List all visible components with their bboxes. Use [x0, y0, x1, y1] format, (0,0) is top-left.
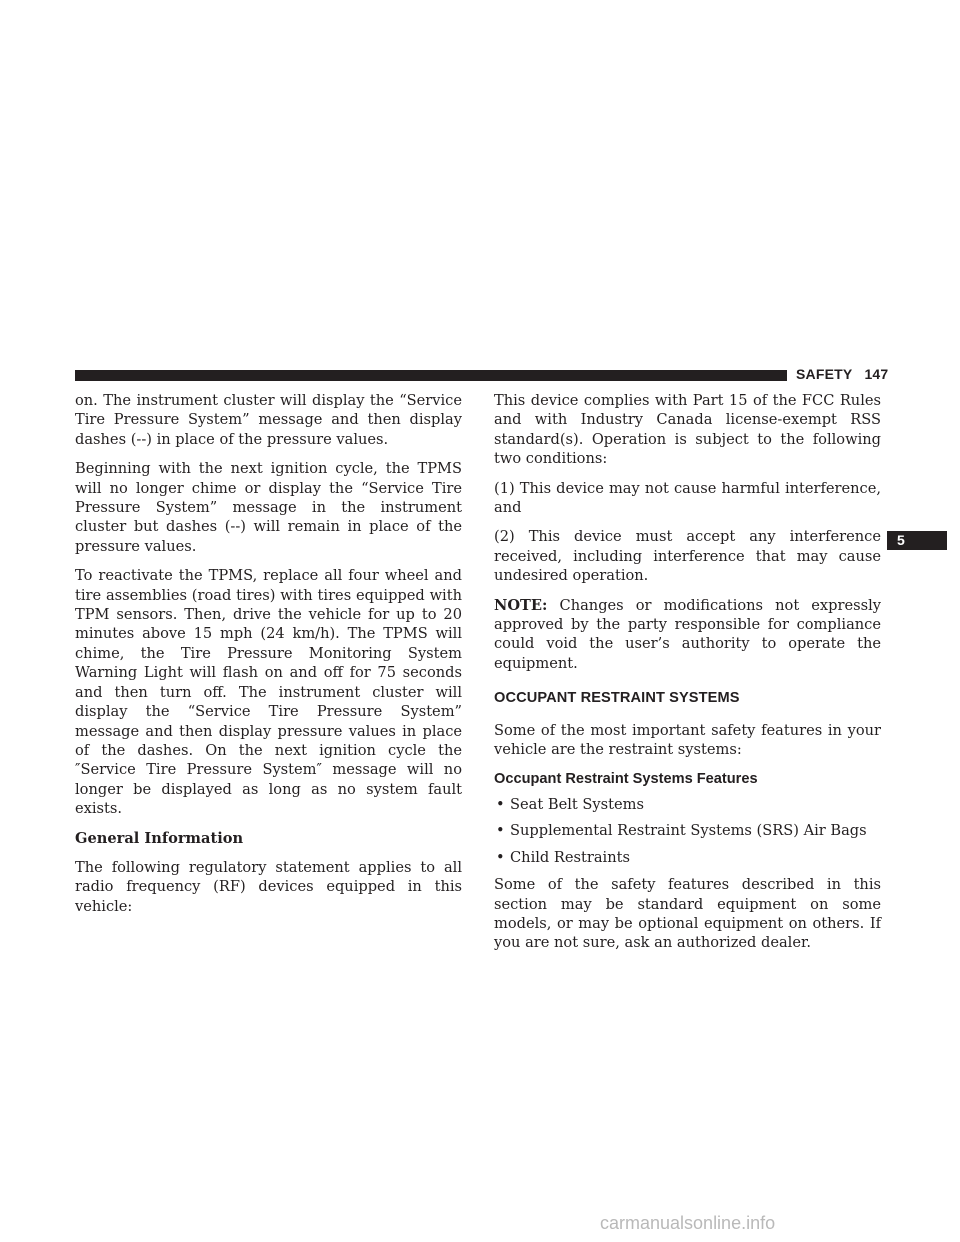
header-rule: [75, 370, 787, 381]
right-column: [494, 391, 881, 963]
bullet-icon: •: [496, 848, 505, 866]
paragraph: (2) This device must accept any interference received, including interference that may cause undesired operation.: [494, 528, 881, 585]
paragraph: Beginning with the next ignition cycle, the TPMS will no longer chime or display the “Service Tire Pressure System” message in the instrument cluster but dashes (--) will remain in place of the pressure values.: [75, 460, 462, 555]
list-item: [494, 795, 881, 814]
running-head: [796, 366, 888, 382]
left-column: [75, 391, 462, 926]
note-paragraph: [494, 596, 881, 674]
paragraph: Some of the most important safety features in your vehicle are the restraint systems:: [494, 721, 881, 759]
watermark: carmanualsonline.info: [600, 1213, 776, 1233]
paragraph: on. The instrument cluster will display the “Service Tire Pressure System” message and then display dashes (--) in place of the pressure values.: [75, 392, 462, 448]
section-heading: OCCUPANT RESTRAINT SYSTEMS: [494, 690, 740, 707]
section-name: SAFETY: [796, 366, 853, 382]
list-item-text: Seat Belt Systems: [510, 795, 644, 813]
features-list: [494, 795, 881, 867]
paragraph: The following regulatory statement applies to all radio frequency (RF) devices equipped in this vehicle:: [75, 858, 462, 915]
list-item-text: Child Restraints: [510, 848, 630, 866]
list-item: [494, 848, 881, 867]
paragraph: To reactivate the TPMS, replace all four wheel and tire assemblies (road tires) with tires equipped with TPM sensors. Then, drive the vehicle for up to 20 minutes above 15 mph (24 km/h). The TPMS will chime, the Tire Pressure Monitoring System Warning Light will flash on and off for 75 seconds and then turn off. The instrument cluster will display the “Service Tire Pressure System” message and then display pressure values in place of the dashes. On the next ignition cycle the ″Service Tire Pressure System″ message will no longer be displayed as long as no system fault exists.: [75, 567, 462, 818]
subheading-general-information: General Information: [75, 829, 244, 847]
page-number: 147: [864, 366, 889, 382]
bullet-icon: •: [496, 795, 505, 813]
chapter-tab: 5: [887, 531, 947, 550]
paragraph: This device complies with Part 15 of the FCC Rules and with Industry Canada license-exempt RSS standard(s). Operation is subject to the following two conditions:: [494, 392, 881, 468]
note-label: NOTE:: [494, 596, 548, 614]
sub-heading: Occupant Restraint Systems Features: [494, 770, 758, 787]
paragraph: Some of the safety features described in this section may be standard equipment on some models, or may be optional equipment on others. If you are not sure, ask an authorized dealer.: [494, 876, 881, 952]
note-text: Changes or modifications not expressly approved by the party responsible for compliance could void the user’s authority to operate the equipment.: [494, 596, 881, 672]
list-item: [494, 821, 881, 840]
paragraph: (1) This device may not cause harmful interference, and: [494, 479, 881, 517]
bullet-icon: •: [496, 822, 505, 840]
list-item-text: Supplemental Restraint Systems (SRS) Air Bags: [510, 822, 867, 840]
